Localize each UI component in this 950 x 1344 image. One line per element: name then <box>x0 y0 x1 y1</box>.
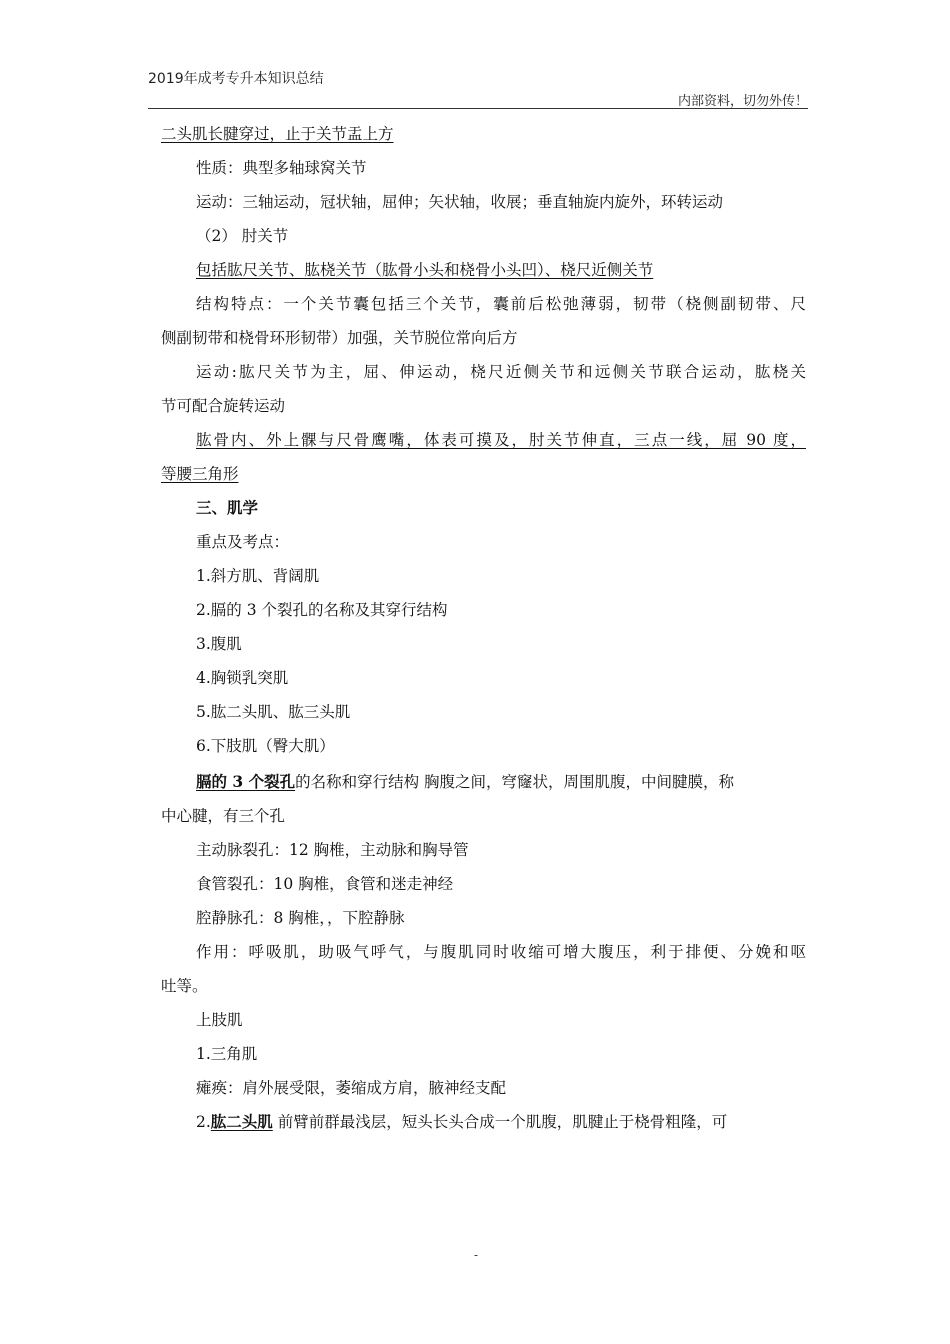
list-item: 3.腹肌 <box>196 635 242 653</box>
header-confidential-note: 内部资料，切勿外传！ <box>677 94 808 109</box>
body-line: 食管裂孔：10 胸椎，食管和迷走神经 <box>196 875 454 893</box>
list-item: 1.三角肌 <box>196 1045 258 1063</box>
body-line: 二头肌长腱穿过，止于关节盂上方 <box>161 125 394 143</box>
body-line: 腔静脉孔：8 胸椎，，下腔静脉 <box>196 909 405 927</box>
body-line: 主动脉裂孔：12 胸椎，主动脉和胸导管 <box>196 841 469 859</box>
section-heading: 三、肌学 <box>196 498 259 517</box>
list-item: 4.胸锁乳突肌 <box>196 669 289 687</box>
body-line: 运动：三轴运动，冠状轴，屈伸；矢状轴，收展；垂直轴旋内旋外，环转运动 <box>196 193 724 211</box>
body-line: 吐等。 <box>161 977 208 995</box>
body-line: 重点及考点： <box>196 533 290 551</box>
term-highlight: 膈的 3 个裂孔 <box>196 772 296 791</box>
body-line: 膈的 3 个裂孔的名称和穿行结构 胸腹之间，穹窿状，周围肌腹，中间腱膜，称 <box>196 772 735 791</box>
body-line: 节可配合旋转运动 <box>161 397 286 415</box>
body-line: 结构特点：一个关节囊包括三个关节，囊前后松弛薄弱，韧带（桡侧副韧带、尺 <box>196 295 806 313</box>
header-rule <box>148 108 808 109</box>
body-line: 侧副韧带和桡骨环形韧带）加强，关节脱位常向后方 <box>161 329 518 347</box>
sub-heading: （2） 肘关节 <box>196 227 289 245</box>
body-line: 运动:肱尺关节为主，屈、伸运动，桡尺近侧关节和远侧关节联合运动，肱桡关 <box>196 363 806 381</box>
page-footer: - <box>474 1248 479 1262</box>
list-item: 2.膈的 3 个裂孔的名称及其穿行结构 <box>196 601 448 619</box>
body-line: 包括肱尺关节、肱桡关节（肱骨小头和桡骨小头凹）、桡尺近侧关节 <box>196 261 654 279</box>
body-line: 中心腱，有三个孔 <box>161 807 286 825</box>
body-line: 瘫痪：肩外展受限，萎缩成方肩，腋神经支配 <box>196 1079 507 1097</box>
list-item: 6.下肢肌（臀大肌） <box>196 737 335 755</box>
list-item: 1.斜方肌、背阔肌 <box>196 567 320 585</box>
list-item: 2.肱二头肌 前臂前群最浅层，短头长头合成一个肌腹，肌腱止于桡骨粗隆，可 <box>196 1112 728 1131</box>
header-title: 2019年成考专升本知识总结 <box>148 71 324 87</box>
list-item: 5.肱二头肌、肱三头肌 <box>196 703 351 721</box>
term-highlight: 肱二头肌 <box>210 1112 273 1131</box>
body-line: 等腰三角形 <box>161 465 239 483</box>
body-line: 肱骨内、外上髁与尺骨鹰嘴，体表可摸及，肘关节伸直，三点一线，屈 90 度， <box>196 431 806 449</box>
body-line: 性质：典型多轴球窝关节 <box>196 159 367 177</box>
body-line: 作用：呼吸肌，助吸气呼气，与腹肌同时收缩可增大腹压，利于排便、分娩和呕 <box>196 943 806 961</box>
body-line: 上肢肌 <box>196 1011 243 1029</box>
